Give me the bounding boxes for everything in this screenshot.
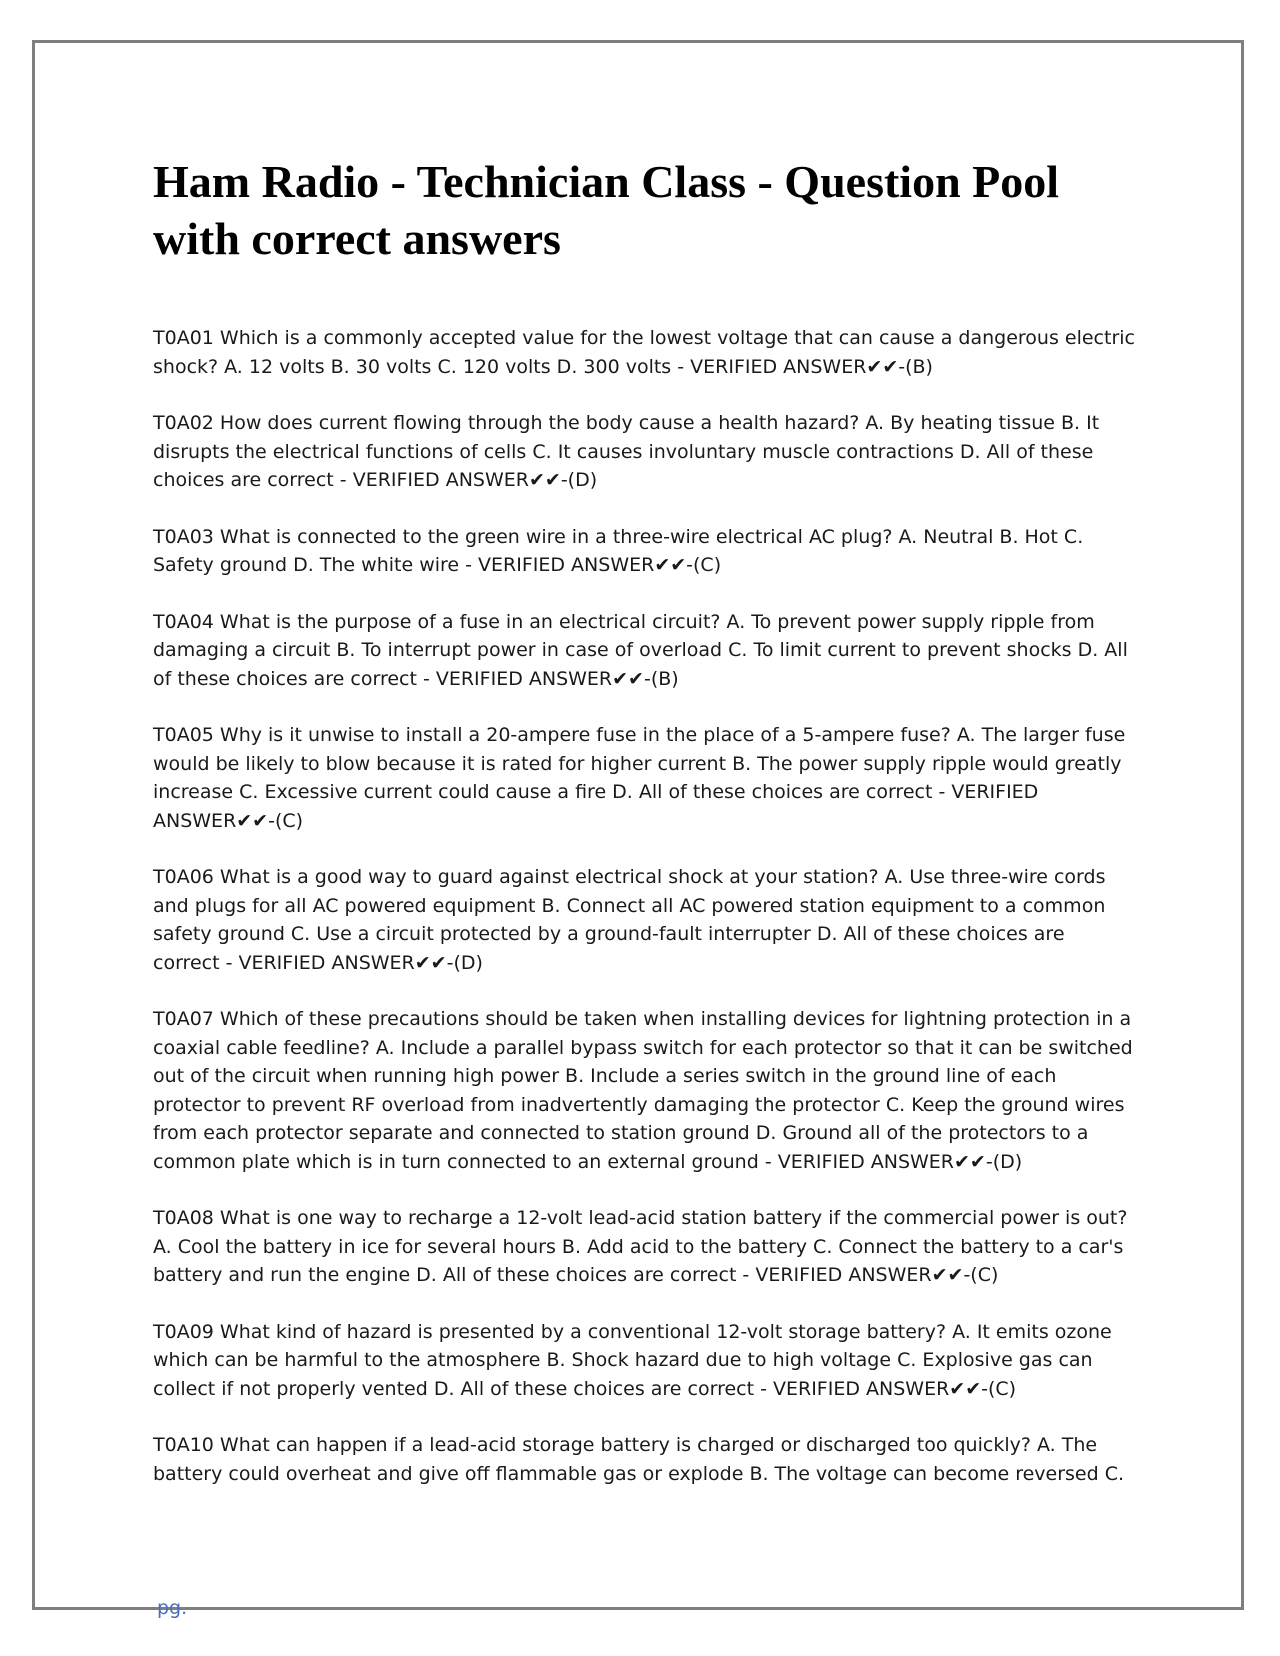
question-t0a06: T0A06 What is a good way to guard against electrical shock at your station? A. Use three-wire cords and plugs for all AC powered equipment B. Connect all AC powered station equipment to a common safety ground C. Use a circuit protected by a ground-fault interrupter D. All of these choices are correct - VERIFIED ANSWER✔✔-(D) (153, 866, 1106, 974)
document-title: Ham Radio - Technician Class - Question Pool with correct answers (153, 156, 1060, 264)
question-t0a01: T0A01 Which is a commonly accepted value for the lowest voltage that can cause a dangerous electric shock? A. 12 volts B. 30 volts C. 120 volts D. 300 volts - VERIFIED ANSWER✔✔-(B) (153, 327, 1135, 378)
question-t0a10: T0A10 What can happen if a lead-acid storage battery is charged or discharged too quickly? A. The battery could overheat and give off flammable gas or explode B. The voltage can become reversed C. (153, 1434, 1125, 1485)
question-t0a02: T0A02 How does current flowing through the body cause a health hazard? A. By heating tissue B. It disrupts the electrical functions of cells C. It causes involuntary muscle contractions D. All of these choices are correct - VERIFIED ANSWER✔✔-(D) (153, 412, 1100, 491)
page-content (153, 153, 1137, 1516)
question-t0a07: T0A07 Which of these precautions should be taken when installing devices for lightning protection in a coaxial cable feedline? A. Include a parallel bypass switch for each protector so that it can be switched out of the circuit when running high power B. Include a series switch in the ground line of each protector to prevent RF overload from inadvertently damaging the protector C. Keep the ground wires from each protector separate and connected to station ground D. Ground all of the protectors to a common plate which is in turn connected to an external ground - VERIFIED ANSWER✔✔-(D) (153, 1008, 1133, 1173)
question-t0a05: T0A05 Why is it unwise to install a 20-ampere fuse in the place of a 5-ampere fuse? A. The larger fuse would be likely to blow because it is rated for higher current B. The power supply ripple would greatly increase C. Excessive current could cause a fire D. All of these choices are correct - VERIFIED ANSWER✔✔-(C) (153, 724, 1126, 832)
question-t0a04: T0A04 What is the purpose of a fuse in an electrical circuit? A. To prevent power supply ripple from damaging a circuit B. To interrupt power in case of overload C. To limit current to prevent shocks D. All of these choices are correct - VERIFIED ANSWER✔✔-(B) (153, 610, 1128, 690)
page-frame (32, 40, 1244, 1619)
question-t0a03: T0A03 What is connected to the green wire in a three-wire electrical AC plug? A. Neutral B. Hot C. Safety ground D. The white wire - VERIFIED ANSWER✔✔-(C) (153, 525, 1084, 576)
page-footer: pg. (157, 1597, 188, 1619)
question-t0a08: T0A08 What is one way to recharge a 12-volt lead-acid station battery if the commercial power is out? A. Cool the battery in ice for several hours B. Add acid to the battery C. Connect the battery to a car's battery and run the engine D. All of these choices are correct - VERIFIED ANSWER✔✔-(C) (153, 1207, 1128, 1286)
question-t0a09: T0A09 What kind of hazard is presented by a conventional 12-volt storage battery? A. It emits ozone which can be harmful to the atmosphere B. Shock hazard due to high voltage C. Explosive gas can collect if not properly vented D. All of these choices are correct - VERIFIED ANSWER✔✔-(C) (153, 1320, 1112, 1400)
